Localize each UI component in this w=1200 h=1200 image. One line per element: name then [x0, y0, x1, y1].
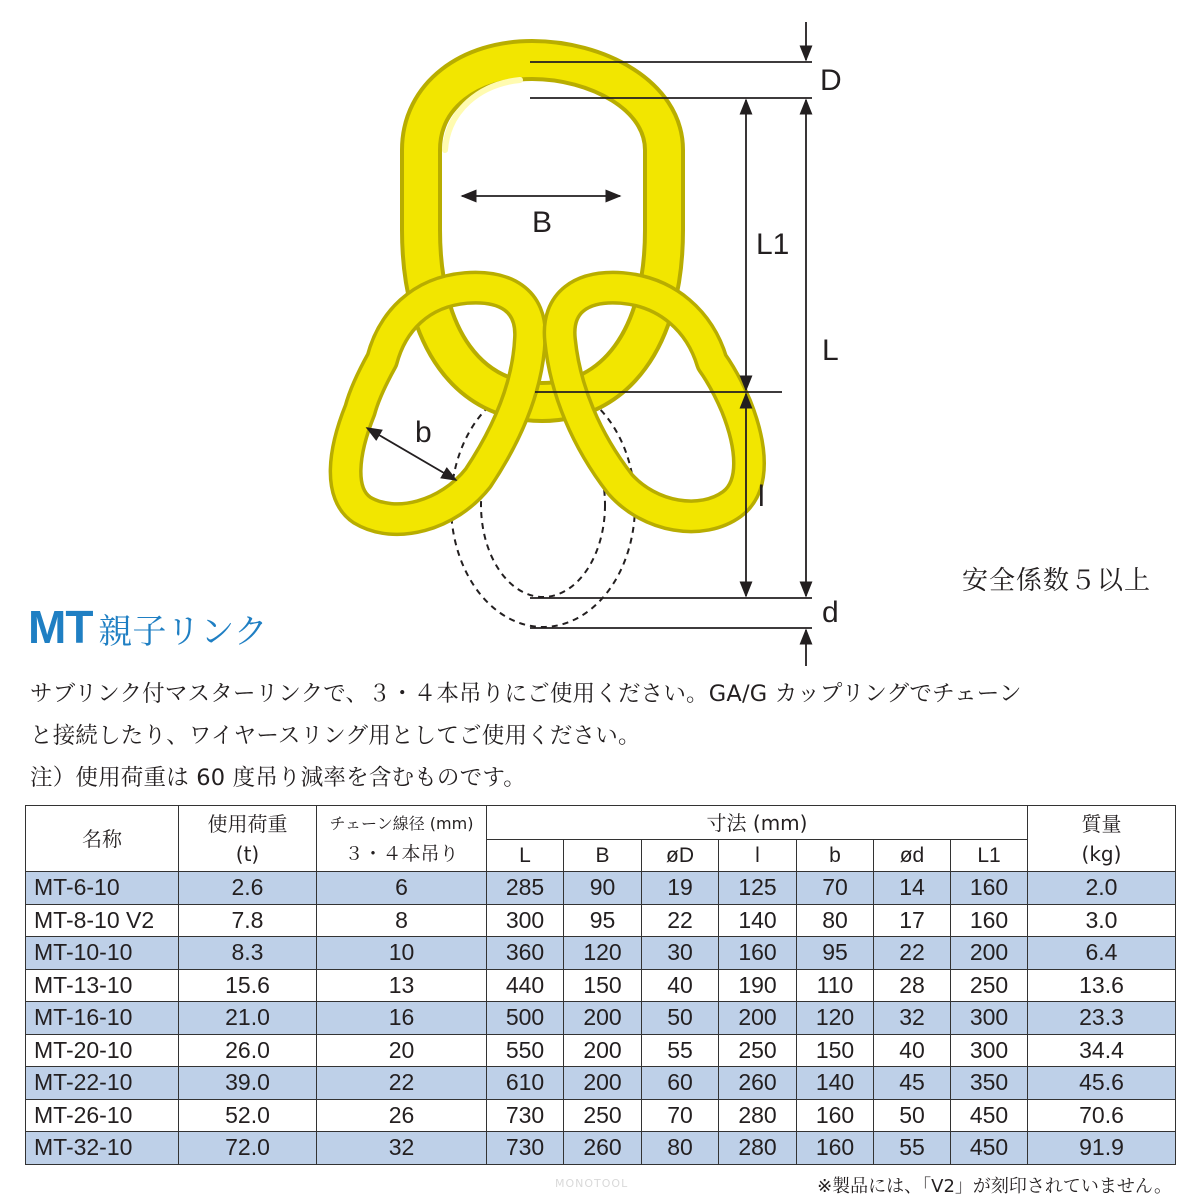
watermark: MONOTOOL	[555, 1177, 629, 1190]
header-dim-col: L1	[951, 840, 1028, 872]
dim-label-L1: L1	[756, 228, 790, 261]
product-title	[28, 600, 268, 654]
table-cell: 34.4	[1028, 1034, 1176, 1067]
table-cell: 72.0	[179, 1132, 317, 1165]
header-name: 名称	[26, 806, 179, 872]
model-cell: MT-13-10	[26, 969, 179, 1002]
spec-table	[25, 805, 1176, 1165]
table-cell: 350	[951, 1067, 1028, 1100]
table-cell: 285	[487, 872, 564, 905]
table-cell: 200	[719, 1002, 797, 1035]
table-cell: 300	[487, 904, 564, 937]
model-cell: MT-10-10	[26, 937, 179, 970]
spec-table-body	[26, 872, 1176, 1165]
model-cell: MT-20-10	[26, 1034, 179, 1067]
table-cell: 120	[797, 1002, 874, 1035]
header-chain-legs: ３・４本吊り	[344, 842, 459, 865]
table-cell: 32	[317, 1132, 487, 1165]
table-cell: 160	[719, 937, 797, 970]
table-cell: 440	[487, 969, 564, 1002]
table-cell: 22	[874, 937, 951, 970]
dim-label-d: d	[822, 596, 839, 629]
table-cell: 500	[487, 1002, 564, 1035]
table-cell: 28	[874, 969, 951, 1002]
table-cell: 80	[797, 904, 874, 937]
table-cell: 150	[564, 969, 642, 1002]
model-cell: MT-8-10 V2	[26, 904, 179, 937]
table-cell: 90	[564, 872, 642, 905]
table-cell: 190	[719, 969, 797, 1002]
table-cell: 250	[951, 969, 1028, 1002]
model-cell: MT-26-10	[26, 1099, 179, 1132]
table-cell: 55	[874, 1132, 951, 1165]
table-cell: 160	[797, 1132, 874, 1165]
table-cell: 20	[317, 1034, 487, 1067]
table-cell: 95	[797, 937, 874, 970]
table-cell: 45.6	[1028, 1067, 1176, 1100]
table-cell: 8.3	[179, 937, 317, 970]
header-load-label: 使用荷重	[207, 811, 288, 836]
table-cell: 2.6	[179, 872, 317, 905]
table-cell: 300	[951, 1034, 1028, 1067]
table-cell: 160	[797, 1099, 874, 1132]
table-cell: 120	[564, 937, 642, 970]
table-row	[26, 1034, 1176, 1067]
header-dim-col: b	[797, 840, 874, 872]
table-cell: 52.0	[179, 1099, 317, 1132]
table-cell: 50	[642, 1002, 719, 1035]
header-dim-col: B	[564, 840, 642, 872]
table-cell: 91.9	[1028, 1132, 1176, 1165]
table-cell: 360	[487, 937, 564, 970]
product-code: MT	[28, 601, 93, 653]
table-cell: 160	[951, 872, 1028, 905]
table-cell: 16	[317, 1002, 487, 1035]
table-cell: 160	[951, 904, 1028, 937]
table-cell: 140	[797, 1067, 874, 1100]
header-dim-col: l	[719, 840, 797, 872]
table-row	[26, 1099, 1176, 1132]
header-dimensions: 寸法 (mm)	[487, 806, 1028, 840]
product-name: 親子リンク	[98, 612, 268, 652]
model-cell: MT-16-10	[26, 1002, 179, 1035]
table-cell: 300	[951, 1002, 1028, 1035]
table-cell: 22	[642, 904, 719, 937]
table-cell: 14	[874, 872, 951, 905]
table-cell: 26.0	[179, 1034, 317, 1067]
table-cell: 70.6	[1028, 1099, 1176, 1132]
table-cell: 13	[317, 969, 487, 1002]
description-note: 注）使用荷重は 60 度吊り減率を含むものです。	[30, 765, 526, 791]
table-cell: 19	[642, 872, 719, 905]
header-load	[179, 806, 317, 872]
table-cell: 730	[487, 1099, 564, 1132]
table-cell: 39.0	[179, 1067, 317, 1100]
table-cell: 450	[951, 1132, 1028, 1165]
header-dim-col: ød	[874, 840, 951, 872]
safety-factor: 安全係数５以上	[962, 566, 1152, 596]
table-cell: 2.0	[1028, 872, 1176, 905]
table-row	[26, 872, 1176, 905]
header-mass-unit: (kg)	[1081, 841, 1122, 866]
table-cell: 50	[874, 1099, 951, 1132]
header-dim-col: L	[487, 840, 564, 872]
table-cell: 450	[951, 1099, 1028, 1132]
dim-label-D: D	[820, 64, 842, 97]
table-cell: 6	[317, 872, 487, 905]
table-row	[26, 1002, 1176, 1035]
table-cell: 730	[487, 1132, 564, 1165]
table-cell: 22	[317, 1067, 487, 1100]
table-cell: 200	[564, 1034, 642, 1067]
dim-label-l: l	[758, 480, 765, 513]
table-cell: 80	[642, 1132, 719, 1165]
table-cell: 45	[874, 1067, 951, 1100]
table-cell: 200	[564, 1002, 642, 1035]
table-cell: 610	[487, 1067, 564, 1100]
table-cell: 13.6	[1028, 969, 1176, 1002]
header-load-unit: (t)	[235, 841, 260, 866]
table-cell: 6.4	[1028, 937, 1176, 970]
table-cell: 250	[564, 1099, 642, 1132]
header-mass	[1028, 806, 1176, 872]
footnote: ※製品には、「V2」が刻印されていません。	[817, 1176, 1172, 1197]
table-cell: 150	[797, 1034, 874, 1067]
table-row	[26, 1132, 1176, 1165]
dim-label-L: L	[822, 334, 839, 367]
table-cell: 40	[642, 969, 719, 1002]
table-cell: 280	[719, 1132, 797, 1165]
table-cell: 26	[317, 1099, 487, 1132]
table-cell: 55	[642, 1034, 719, 1067]
model-cell: MT-22-10	[26, 1067, 179, 1100]
table-cell: 200	[564, 1067, 642, 1100]
table-row	[26, 969, 1176, 1002]
table-cell: 3.0	[1028, 904, 1176, 937]
table-cell: 21.0	[179, 1002, 317, 1035]
table-cell: 125	[719, 872, 797, 905]
table-cell: 95	[564, 904, 642, 937]
table-cell: 32	[874, 1002, 951, 1035]
table-cell: 7.8	[179, 904, 317, 937]
table-cell: 70	[797, 872, 874, 905]
table-cell: 550	[487, 1034, 564, 1067]
table-cell: 23.3	[1028, 1002, 1176, 1035]
table-cell: 8	[317, 904, 487, 937]
table-cell: 280	[719, 1099, 797, 1132]
table-cell: 60	[642, 1067, 719, 1100]
header-mass-label: 質量	[1081, 811, 1122, 836]
table-row	[26, 1067, 1176, 1100]
header-chain-label: チェーン線径 (mm)	[329, 813, 474, 833]
table-cell: 140	[719, 904, 797, 937]
header-chain	[317, 806, 487, 872]
table-cell: 260	[564, 1132, 642, 1165]
model-cell: MT-6-10	[26, 872, 179, 905]
table-row	[26, 904, 1176, 937]
table-cell: 110	[797, 969, 874, 1002]
table-cell: 30	[642, 937, 719, 970]
table-cell: 17	[874, 904, 951, 937]
model-cell: MT-32-10	[26, 1132, 179, 1165]
dim-label-b: b	[415, 416, 432, 449]
table-cell: 70	[642, 1099, 719, 1132]
dim-label-B: B	[532, 206, 553, 239]
table-cell: 250	[719, 1034, 797, 1067]
description-line-2: と接続したり、ワイヤースリング用としてご使用ください。	[30, 723, 641, 749]
table-cell: 40	[874, 1034, 951, 1067]
description-line-1: サブリンク付マスターリンクで、３・４本吊りにご使用ください。GA/G カップリングでチェーン	[30, 681, 1022, 707]
table-cell: 10	[317, 937, 487, 970]
table-cell: 15.6	[179, 969, 317, 1002]
table-cell: 260	[719, 1067, 797, 1100]
table-row	[26, 937, 1176, 970]
header-dim-col: øD	[642, 840, 719, 872]
table-cell: 200	[951, 937, 1028, 970]
